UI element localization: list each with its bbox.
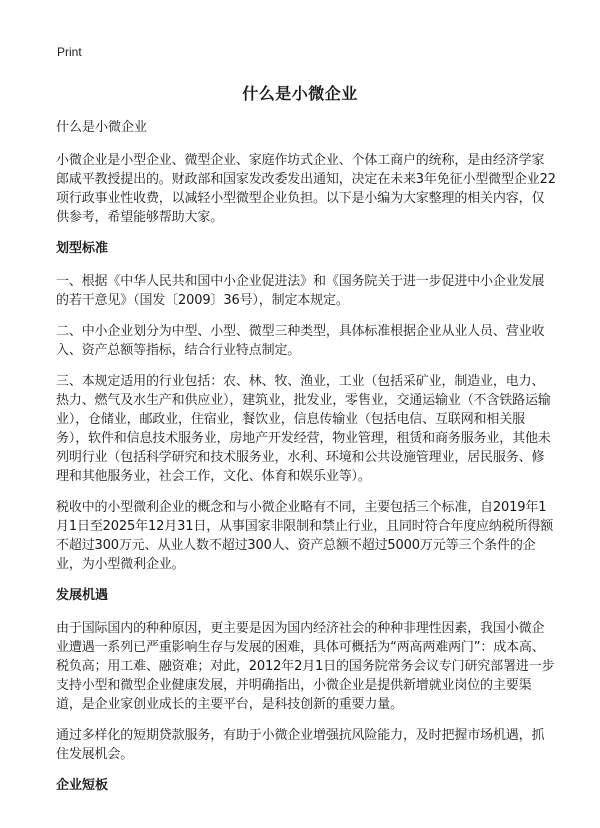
opportunity-paragraph-1: 由于国际国内的种种原因，更主要是因为国内经济社会的种种非理性因素，我国小微企业遭遇一系列已严重影响生存与发展的困难，具体可概括为“两高两难两门”：成本高、税负高；用工难、融资难；对此，2012年2月1日的国务院常务会议专门研究部署进一步支持小型和微型企业健康发展，并明确指出，小微企业是提供新增就业岗位的主要渠道，是企业家创业成长的主要平台，是科技创新的重要力量。 [56, 621, 555, 712]
page-title: 什么是小微企业 [242, 84, 358, 103]
classification-paragraph-3: 三、本规定适用的行业包括：农、林、牧、渔业，工业（包括采矿业，制造业，电力、热力、燃气及水生产和供应业），建筑业，批发业，零售业，交通运输业（不含铁路运输业），仓储业，邮政业，住宿业，餐饮业，信息传输业（包括电信、互联网和相关服务），软件和信息技术服务业，房地产开发经营，物业管理，租赁和商务服务业，其他未列明行业（包括科学研究和技术服务业，水利、环境和公共设施管理业，居民服务、修理和其他服务业，社会工作，文化、体育和娱乐业等）。 [56, 374, 551, 484]
section-heading-weakness: 企业短板 [56, 778, 109, 793]
opportunity-paragraph-2: 通过多样化的短期贷款服务，有助于小微企业增强抗风险能力，及时把握市场机遇，抓住发展机会。 [56, 728, 545, 762]
document-body [56, 118, 556, 809]
document-subtitle: 什么是小微企业 [56, 120, 148, 135]
section-heading-opportunity: 发展机遇 [56, 588, 109, 603]
classification-paragraph-1: 一、根据《中华人民共和国中小企业促进法》和《国务院关于进一步促进中小企业发展的若干意见》（国发〔2009〕36号），制定本规定。 [56, 274, 545, 308]
print-link[interactable]: Print [57, 45, 82, 59]
classification-paragraph-2: 二、中小企业划分为中型、小型、微型三种类型，具体标准根据企业从业人员、营业收入、资产总额等指标，结合行业特点制定。 [56, 324, 545, 358]
intro-paragraph: 小微企业是小型企业、微型企业、家庭作坊式企业、个体工商户的统称，是由经济学家郎咸平教授提出的。财政部和国家发改委发出通知，决定在未来3年免征小型微型企业22项行政事业性收费，以减轻小型微型企业负担。以下是小编为大家整理的相关内容，仅供参考，希望能够帮助大家。 [56, 153, 556, 225]
classification-paragraph-4: 税收中的小型微利企业的概念和与小微企业略有不同，主要包括三个标准，自2019年1月1日至2025年12月31日，从事国家非限制和禁止行业，且同时符合年度应纳税所得额不超过300万元、从业人数不超过300人、资产总额不超过5000万元等三个条件的企业，为小型微利企业。 [56, 500, 554, 572]
section-heading-classification: 划型标准 [56, 241, 109, 256]
